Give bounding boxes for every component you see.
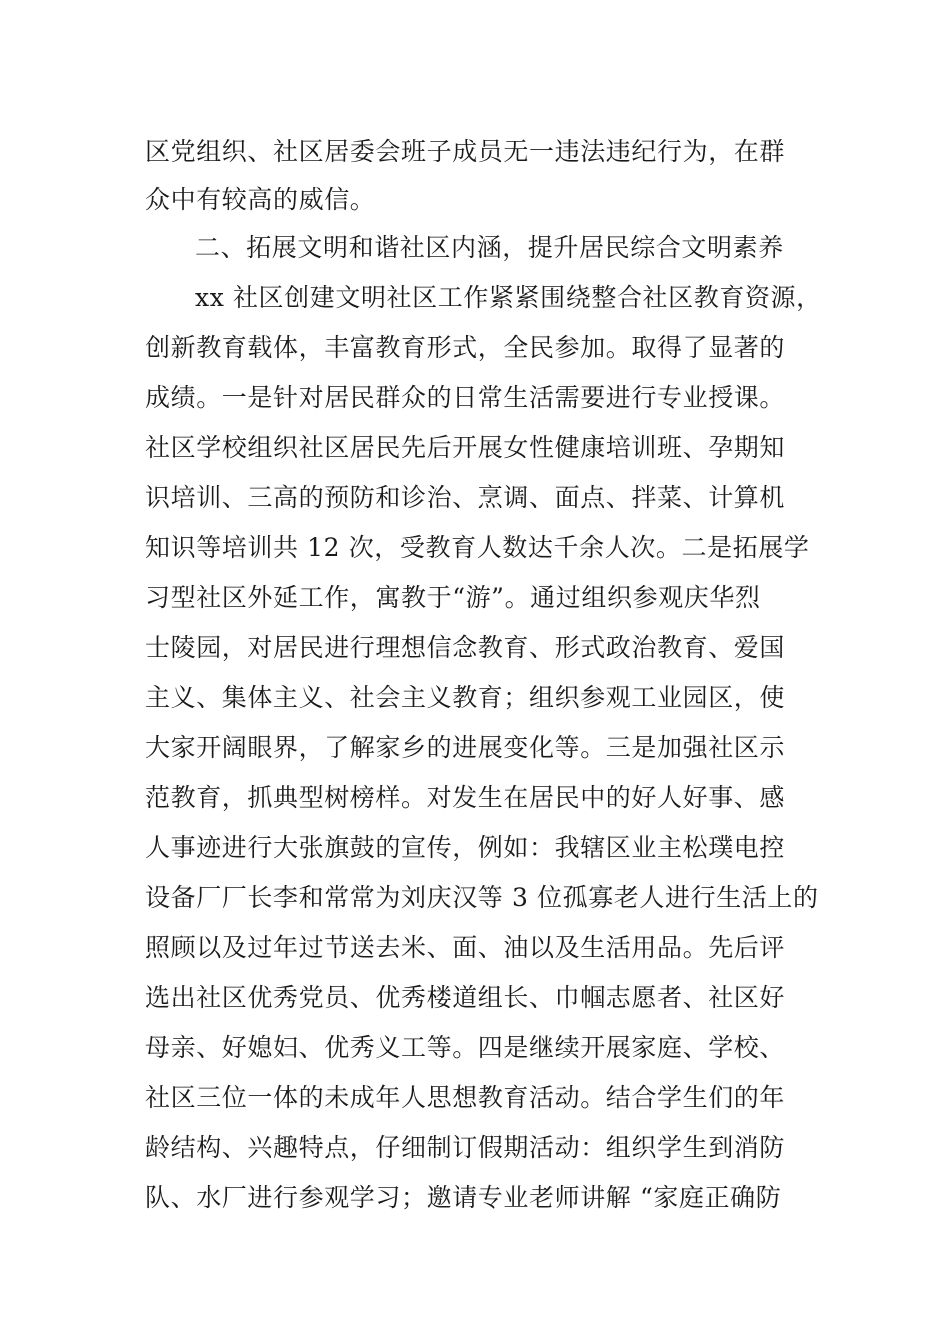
text-line: 习型社区外延工作，寓教于“游”。通过组织参观庆华烈 bbox=[145, 583, 761, 612]
text-line: 设备厂厂长李和常常为刘庆汉等 3 位孤寡老人进行生活上的 bbox=[145, 883, 819, 912]
text-line: 创新教育载体，丰富教育形式，全民参加。取得了显著的 bbox=[145, 333, 786, 362]
text-line: 范教育，抓典型树榜样。对发生在居民中的好人好事、感 bbox=[145, 783, 786, 812]
text-line: 选出社区优秀党员、优秀楼道组长、巾帼志愿者、社区好 bbox=[145, 983, 786, 1012]
section-heading: 二、拓展文明和谐社区内涵，提升居民综合文明素养 bbox=[195, 233, 784, 262]
text-line: 成绩。一是针对居民群众的日常生活需要进行专业授课。 bbox=[145, 383, 786, 412]
text-line: 众中有较高的威信。 bbox=[145, 185, 376, 214]
text-line: xx 社区创建文明社区工作紧紧围绕整合社区教育资源， bbox=[195, 283, 822, 312]
text-line: 知识等培训共 12 次，受教育人数达千余人次。二是拓展学 bbox=[145, 533, 810, 562]
text-line: 社区三位一体的未成年人思想教育活动。结合学生们的年 bbox=[145, 1083, 786, 1112]
text-line: 照顾以及过年过节送去米、面、油以及生活用品。先后评 bbox=[145, 933, 786, 962]
text-line: 识培训、三高的预防和诊治、烹调、面点、拌菜、计算机 bbox=[145, 483, 786, 512]
text-line: 社区学校组织社区居民先后开展女性健康培训班、孕期知 bbox=[145, 433, 786, 462]
text-line: 龄结构、兴趣特点，仔细制订假期活动：组织学生到消防 bbox=[145, 1133, 786, 1162]
text-line: 队、水厂进行参观学习；邀请专业老师讲解 “家庭正确防 bbox=[145, 1183, 782, 1212]
text-line: 母亲、好媳妇、优秀义工等。四是继续开展家庭、学校、 bbox=[145, 1033, 786, 1062]
text-line: 人事迹进行大张旗鼓的宣传，例如：我辖区业主松璞电控 bbox=[145, 833, 786, 862]
text-line: 主义、集体主义、社会主义教育；组织参观工业园区，使 bbox=[145, 683, 786, 712]
text-line: 士陵园，对居民进行理想信念教育、形式政治教育、爱国 bbox=[145, 633, 786, 662]
text-line: 区党组织、社区居委会班子成员无一违法违纪行为，在群 bbox=[145, 137, 786, 166]
text-line: 大家开阔眼界，了解家乡的进展变化等。三是加强社区示 bbox=[145, 733, 786, 762]
